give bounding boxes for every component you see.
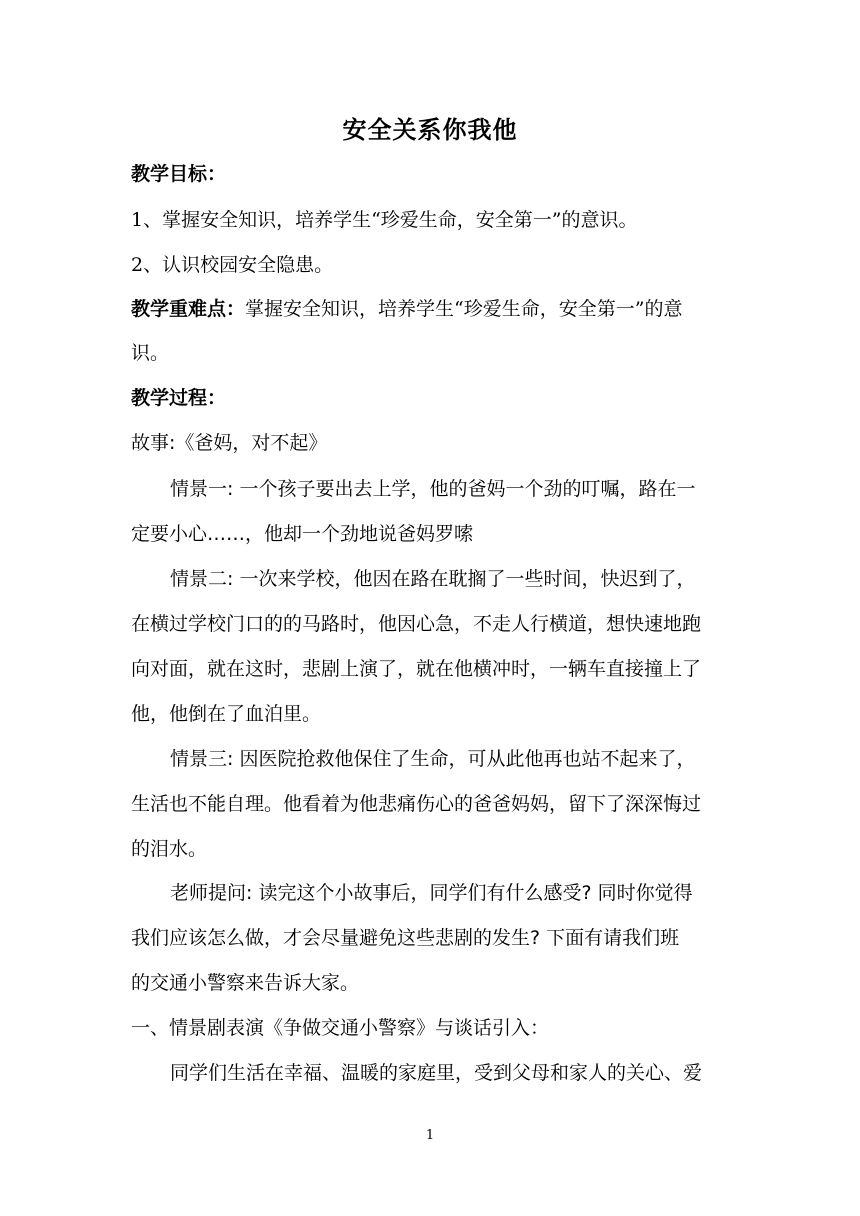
difficulty-text-continued: 识。 bbox=[131, 342, 170, 364]
question-line-2: 我们应该怎么做，才会尽量避免这些悲剧的发生? 下面有请我们班 bbox=[131, 927, 680, 949]
difficulty-heading: 教学重难点： bbox=[131, 298, 246, 320]
page-title: 安全关系你我他 bbox=[342, 115, 518, 144]
difficulty-paragraph bbox=[131, 297, 731, 321]
process-heading: 教学过程： bbox=[131, 387, 227, 409]
objective-1: 1、掌握安全知识，培养学生“珍爱生命，安全第一”的意识。 bbox=[131, 209, 638, 231]
difficulty-text: 掌握安全知识，培养学生“珍爱生命，安全第一”的意 bbox=[245, 298, 683, 320]
scene-3-line-2: 生活也不能自理。他看着为他悲痛伤心的爸爸妈妈，留下了深深悔过 bbox=[131, 793, 702, 815]
objective-2: 2、认识校园安全隐患。 bbox=[131, 254, 334, 276]
section-1-paragraph: 同学们生活在幸福、温暖的家庭里，受到父母和家人的关心、爱 bbox=[170, 1062, 703, 1084]
scene-1-line-2: 定要小心……，他却一个劲地说爸妈罗嗦 bbox=[131, 523, 474, 545]
scene-3-line-1: 情景三: 因医院抢救他保住了生命，可从此他再也站不起来了， bbox=[170, 748, 696, 770]
scene-2-line-3: 向对面，就在这时，悲剧上演了，就在他横冲时，一辆车直接撞上了 bbox=[131, 658, 702, 680]
scene-2-line-4: 他，他倒在了血泊里。 bbox=[131, 703, 322, 725]
scene-3-line-3: 的泪水。 bbox=[131, 838, 208, 860]
story-title: 故事:《爸妈，对不起》 bbox=[131, 432, 328, 454]
question-line-1: 老师提问: 读完这个小故事后，同学们有什么感受? 同时你觉得 bbox=[170, 882, 693, 904]
objectives-heading: 教学目标： bbox=[131, 163, 227, 185]
question-line-3: 的交通小警察来告诉大家。 bbox=[131, 972, 360, 994]
scene-2-line-1: 情景二: 一次来学校，他因在路在耽搁了一些时间，快迟到了， bbox=[170, 568, 696, 590]
scene-1-line-1: 情景一: 一个孩子要出去上学，他的爸妈一个劲的叮嘱，路在一 bbox=[170, 478, 696, 500]
page-number: 1 bbox=[425, 1128, 435, 1143]
scene-2-line-2: 在横过学校门口的的马路时，他因心急，不走人行横道，想快速地跑 bbox=[131, 613, 702, 635]
section-1-heading: 一、情景剧表演《争做交通小警察》与谈话引入： bbox=[131, 1017, 550, 1039]
